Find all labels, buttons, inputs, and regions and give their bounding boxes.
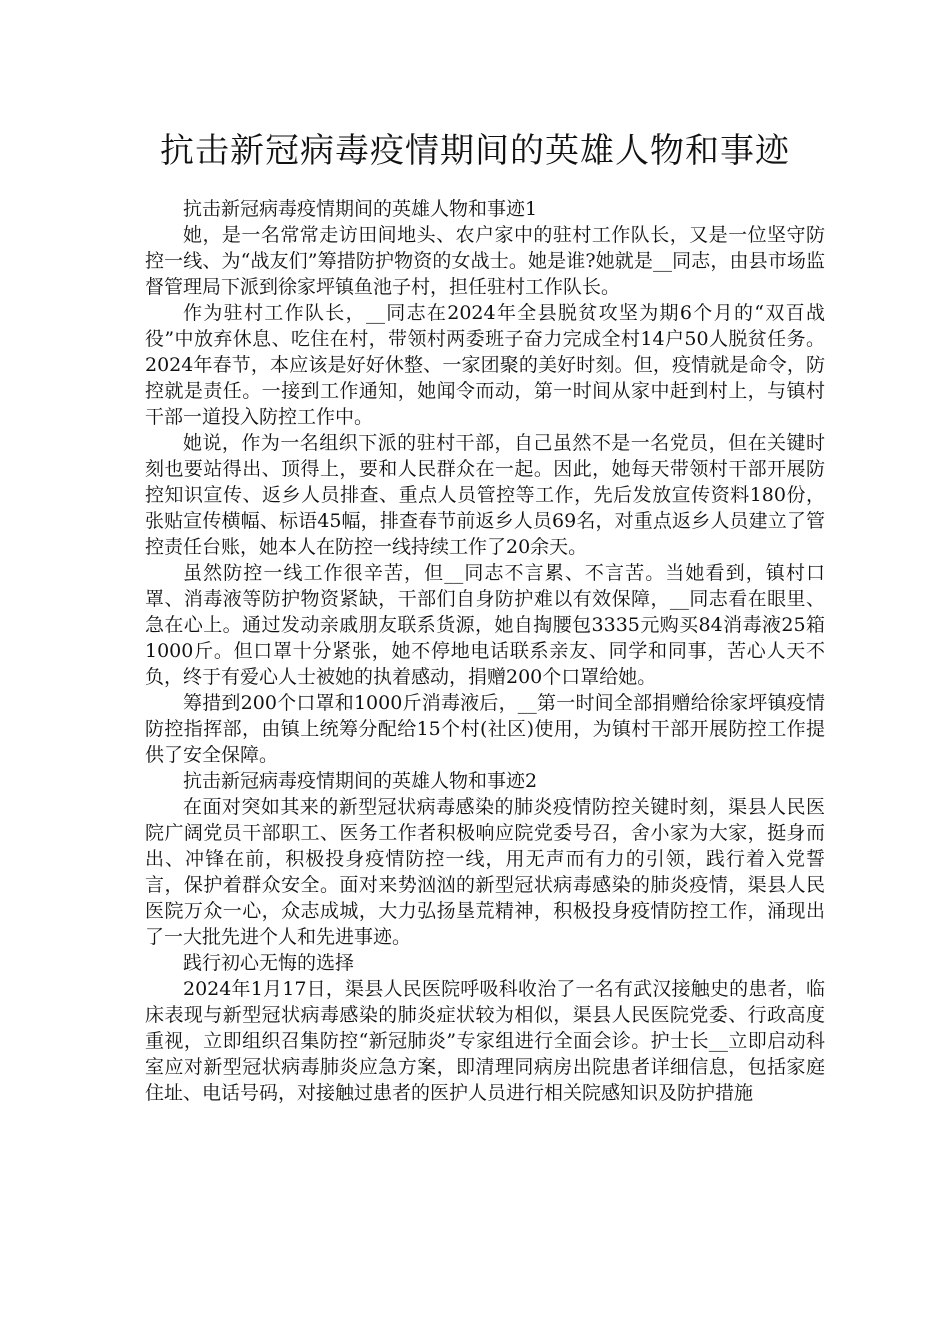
body-paragraph: 虽然防控一线工作很辛苦，但__同志不言累、不言苦。当她看到，镇村口罩、消毒液等防护物资紧缺，干部们自身防护难以有效保障，__同志看在眼里、急在心上。通过发动亲戚朋友联系货源，她自掏腰包3335元购买84消毒液25箱1000斤。但口罩十分紧张，她不停地电话联系亲友、同学和同事，苦心人天不负，终于有爱心人士被她的执着感动，捐赠200个口罩给她。 [145,562,825,688]
body-paragraph: 作为驻村工作队长，__同志在2024年全县脱贫攻坚为期6个月的“双百战役”中放弃休息、吃住在村，带领村两委班子奋力完成全村14户50人脱贫任务。2024年春节，本应该是好好休整、一家团聚的美好时刻。但，疫情就是命令，防控就是责任。一接到工作通知，她闻令而动，第一时间从家中赶到村上，与镇村干部一道投入防控工作中。 [145,302,825,428]
subheading: 践行初心无悔的选择 [183,952,355,974]
body-paragraph: 她，是一名常常走访田间地头、农户家中的驻村工作队长，又是一位坚守防控一线、为“战友们”筹措防护物资的女战士。她是谁?她就是__同志，由县市场监督管理局下派到徐家坪镇鱼池子村，担任驻村工作队长。 [145,224,825,298]
body-paragraph: 她说，作为一名组织下派的驻村干部，自己虽然不是一名党员，但在关键时刻也要站得出、顶得上，要和人民群众在一起。因此，她每天带领村干部开展防控知识宣传、返乡人员排查、重点人员管控等工作，先后发放宣传资料180份，张贴宣传横幅、标语45幅，排查春节前返乡人员69名，对重点返乡人员建立了管控责任台账，她本人在防控一线持续工作了20余天。 [145,432,825,558]
section-heading-1: 抗击新冠病毒疫情期间的英雄人物和事迹1 [183,198,538,220]
body-paragraph: 在面对突如其来的新型冠状病毒感染的肺炎疫情防控关键时刻，渠县人民医院广阔党员干部职工、医务工作者积极响应院党委号召，舍小家为大家，挺身而出、冲锋在前，积极投身疫情防控一线，用无声而有力的引领，践行着入党誓言，保护着群众安全。面对来势汹汹的新型冠状病毒感染的肺炎疫情，渠县人民医院万众一心，众志成城，大力弘扬垦荒精神，积极投身疫情防控工作，涌现出了一大批先进个人和先进事迹。 [145,796,825,948]
document-title: 抗击新冠病毒疫情期间的英雄人物和事迹 [160,131,790,171]
body-paragraph: 2024年1月17日，渠县人民医院呼吸科收治了一名有武汉接触史的患者，临床表现与新型冠状病毒感染的肺炎症状较为相似，渠县人民医院党委、行政高度重视，立即组织召集防控“新冠肺炎”专家组进行全面会诊。护士长__立即启动科室应对新型冠状病毒肺炎应急方案，即清理同病房出院患者详细信息，包括家庭住址、电话号码，对接触过患者的医护人员进行相关院感知识及防护措施 [145,978,825,1104]
body-paragraph: 筹措到200个口罩和1000斤消毒液后，__第一时间全部捐赠给徐家坪镇疫情防控指挥部，由镇上统筹分配给15个村(社区)使用，为镇村干部开展防控工作提供了安全保障。 [145,692,825,766]
document-body [145,196,825,1106]
section-heading-2: 抗击新冠病毒疫情期间的英雄人物和事迹2 [183,770,538,792]
